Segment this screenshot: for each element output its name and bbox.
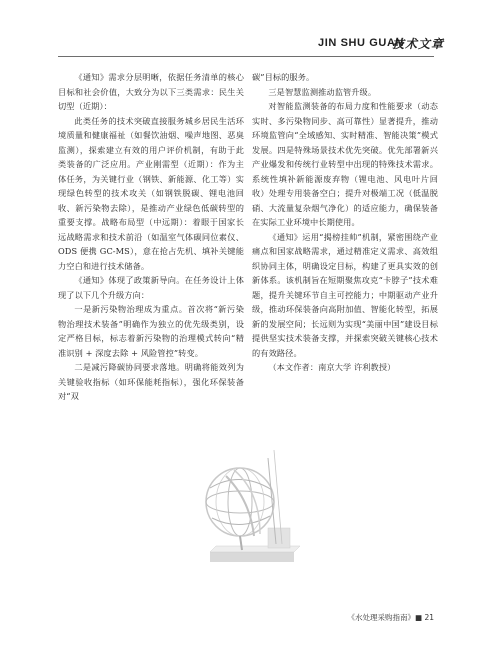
page-header xyxy=(0,34,480,56)
paragraph: 《通知》运用“揭榜挂帅”机制，紧密围绕产业痛点和国家战略需求，通过精准定义需求、高效组织协同主体，明确设定目标，构建了更具实效的创新体系。该机制旨在短期聚焦攻克“卡脖子”技术难题，提升关键环节自主可控能力；中期驱动产业升级，推动环保装备向高附加值、智能化转型，拓展新的发展空间；长远则为实现“美丽中国”建设目标提供坚实技术装备支撑，并探索突破关键核心技术的有效路径。 xyxy=(252,231,438,358)
page-footer xyxy=(0,612,480,626)
header-title-en: JIN SHU GUAN xyxy=(318,37,405,49)
left-column xyxy=(58,70,244,404)
paragraph: 《通知》需求分层明晰，依据任务清单的核心目标和社会价值，大致分为以下三类需求：民生关切型（近期）： xyxy=(58,72,244,111)
paragraph: 二是减污降碳协同要求落地。明确将能效列为关键验收指标（如环保能耗指标），强化环保装备对“双 xyxy=(58,362,244,401)
sculpture-illustration-icon xyxy=(190,440,302,570)
paragraph: 碳”目标的服务。 xyxy=(252,72,315,82)
right-column xyxy=(252,70,438,375)
paragraph: 此类任务的技术突破直接服务城乡居民生活环境质量和健康福祉（如餐饮油烟、噪声地图、恶臭监测），探索建立有效的用户评价机制，有助于此类装备的广泛应用。产业刚需型（近期）：作为主体任务，为关键行业（钢铁、新能源、化工等）实现绿色转型的技术攻关（如钢铁脱碳、锂电池回收、新污染物去除），是推动产业绿色低碳转型的重要支撑。战略布局型（中远期）：着眼于国家长远战略需求和技术前沿（如温室气体碳同位素仪、ODS 便携 GC-MS），意在抢占先机、填补关键能力空白和进行技术储备。 xyxy=(58,115,244,271)
header-rule xyxy=(58,56,434,57)
header-title-cn: 技术文章 xyxy=(392,37,445,51)
paragraph: 对智能监测装备的布局力度和性能要求（动态实时、多污染物同步、高可靠性）显著提升，推动环境监管向“全域感知、实时精准、智能决策”模式发展。四是特殊场景技术优先突破。优先部署新兴产业爆发和传统行业转型中出现的特殊技术需求。系统性填补新能源废弃物（锂电池、风电叶片回收）处理专用装备空白；提升对极端工况（低温脱硝、大流量复杂烟气净化）的适应能力，确保装备在实际工业环境中长期使用。 xyxy=(252,101,438,227)
paragraph: 一是新污染物治理成为重点。首次将“新污染物治理技术装备”明确作为独立的优先级类别，设定严格目标，标志着新污染物的治理模式转向“精准识别 + 深度去除 + 风险管控”转变。 xyxy=(58,304,244,358)
paragraph: 《通知》体现了政策新导向。在任务设计上体现了以下几个升级方向： xyxy=(58,275,244,300)
footer-page-number: 《水处理采购指南》■ 21 xyxy=(347,613,434,622)
author-credit: （本文作者：南京大学 许利教授） xyxy=(268,362,396,372)
paragraph: 三是智慧监测推动监管升级。 xyxy=(268,86,377,97)
